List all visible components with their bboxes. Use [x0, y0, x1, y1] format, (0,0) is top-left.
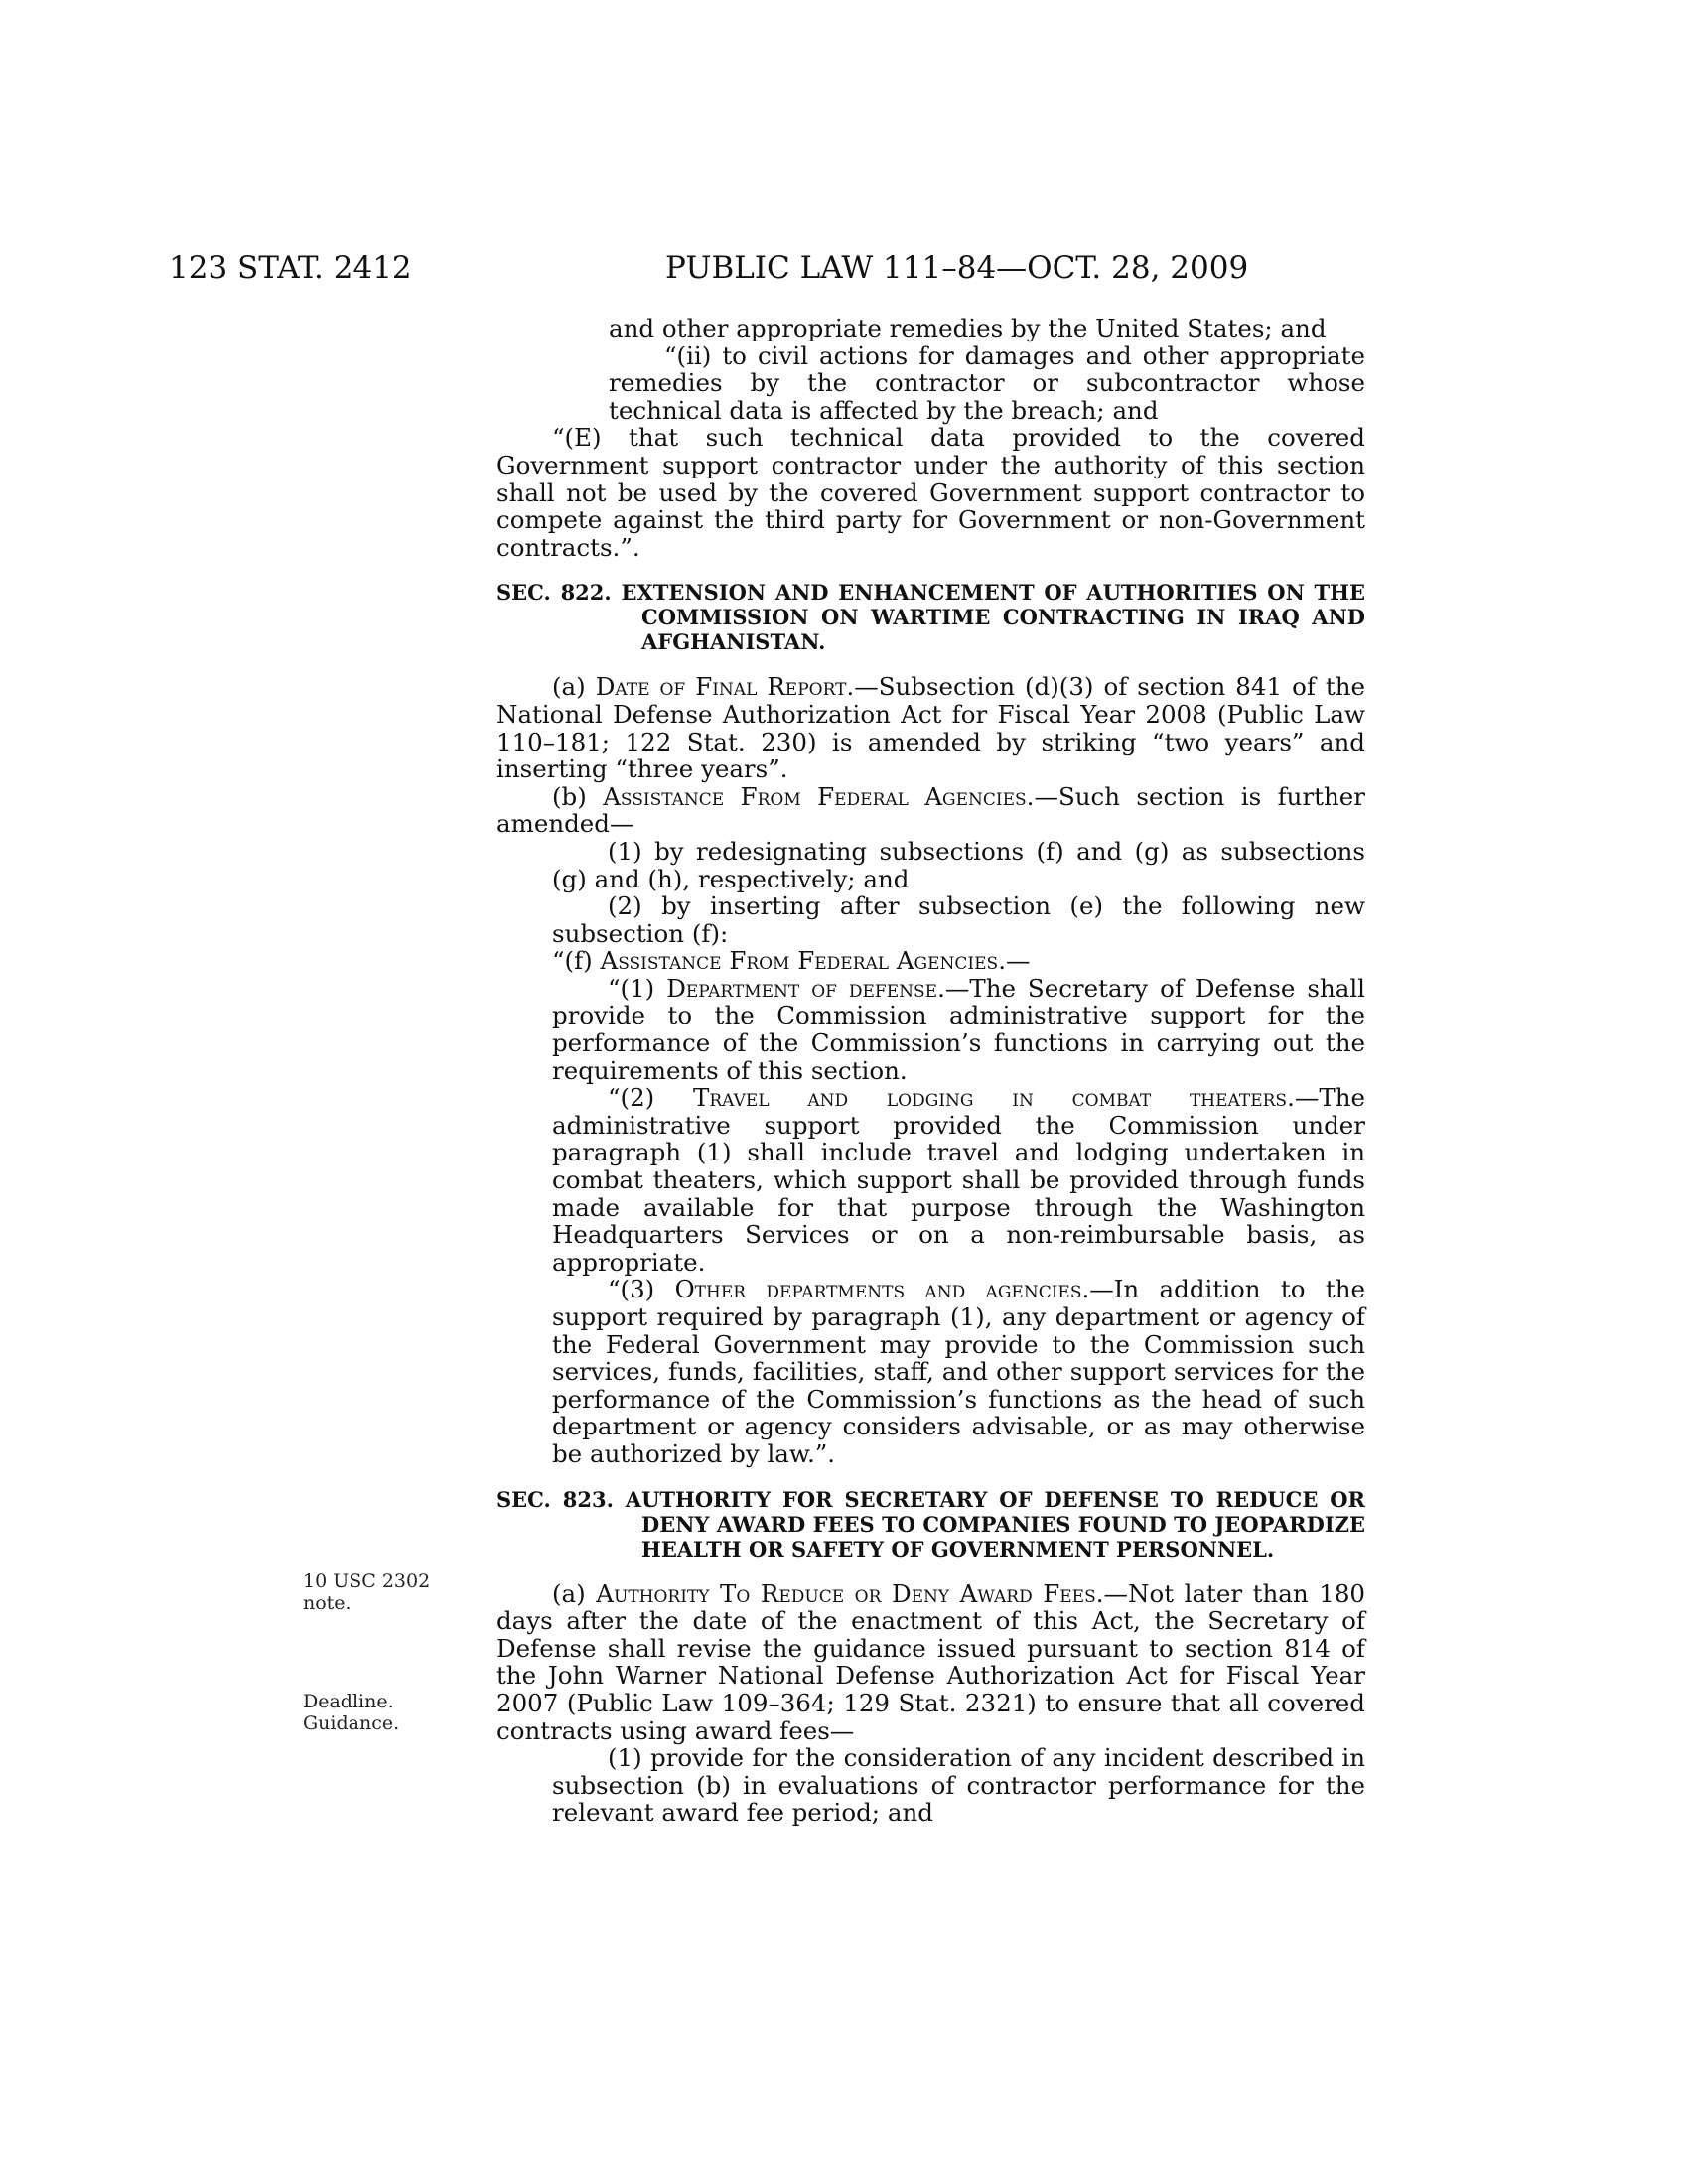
margin-note-line: note. [303, 1592, 352, 1614]
paragraph-b-1: (1) by redesignating subsections (f) and (g) as subsections (g) and (h), respectively; and [552, 836, 1365, 893]
subsection-text: .— [998, 946, 1031, 976]
inserted-paragraph-f-1 [496, 975, 1365, 1084]
paragraph-title: Department of defense [666, 973, 938, 1003]
main-text-column [496, 315, 1365, 1827]
paragraph-text: .—The administrative support provided the Commission under paragraph (1) shall include travel and lodging undertaken in combat theaters, which support shall be provided through funds made available for that purpose through the Washington Headquarters Services or on a non-reimbursable basis, as appropriate. [552, 1083, 1365, 1277]
subsection-text: .—Such section is further amended— [496, 781, 1365, 839]
paragraph-label: “(3) [608, 1275, 675, 1304]
paragraph-823-a-1: (1) provide for the consideration of any incident described in subsection (b) in evaluations of contractor performance for the relevant award fee period; and [552, 1743, 1365, 1828]
subsection-title: Assistance From Federal Agencies [603, 781, 1027, 811]
paragraph-text: .—The Secretary of Defense shall provide to the Commission administrative support for the performance of the Commission’s functions in carrying out the requirements of this section. [552, 973, 1365, 1085]
running-header [169, 246, 1390, 290]
section-823-heading: SEC. 823. AUTHORITY FOR SECRETARY OF DEFENSE TO REDUCE OR DENY AWARD FEES TO COMPANIES FOUND TO JEOPARDIZE HEALTH OR SAFETY OF GOVERNMENT PERSONNEL. [496, 1486, 1365, 1562]
subsection-label: (a) [552, 1578, 597, 1608]
subsection-title: Date of Final Report [595, 672, 847, 702]
paragraph-label: “(2) [608, 1083, 694, 1113]
subparagraph-e: “(E) that such technical data provided to the covered Government support contractor under the authority of this section shall not be used by the covered Government support contractor to compete against the third party for Government or non-Government contracts.”. [496, 423, 1365, 562]
subsection-title: Authority To Reduce or Deny Award Fees [596, 1578, 1096, 1608]
subsection-title: Assistance From Federal Agencies [600, 946, 999, 976]
statute-page-number: 123 STAT. 2412 [169, 250, 412, 286]
subsection-822-b [496, 783, 1365, 838]
section-822-heading: SEC. 822. EXTENSION AND ENHANCEMENT OF AUTHORITIES ON THE COMMISSION ON WARTIME CONTRACTING IN IRAQ AND AFGHANISTAN. [496, 580, 1365, 655]
inserted-paragraph-f-2 [496, 1084, 1365, 1276]
paragraph-title: Travel and lodging in combat theaters [693, 1083, 1288, 1113]
subsection-label: (a) [552, 672, 596, 702]
inserted-paragraph-f-3 [496, 1276, 1365, 1467]
public-law-citation: PUBLIC LAW 111–84—OCT. 28, 2009 [665, 250, 1249, 286]
paragraph-title: Other departments and agencies [674, 1275, 1082, 1304]
clause-ii: “(ii) to civil actions for damages and other appropriate remedies by the contractor or subcontractor whose technical data is affected by the breach; and [609, 341, 1365, 425]
paragraph-label: “(1) [608, 973, 667, 1003]
subsection-text: .—Subsection (d)(3) of section 841 of the National Defense Authorization Act for Fiscal Year 2008 (Public Law 110–181; 122 Stat. 230) is amended by striking “two years” and inserting “three years”. [496, 672, 1366, 784]
subsection-822-a [496, 673, 1365, 782]
margin-note-line: 10 USC 2302 [303, 1570, 431, 1592]
margin-note-line: Deadline. [303, 1691, 394, 1712]
subsection-label: (b) [552, 781, 604, 811]
subsection-823-a [496, 1580, 1365, 1745]
margin-note-deadline [303, 1691, 399, 1734]
paragraph-continuation: and other appropriate remedies by the United States; and [609, 314, 1327, 342]
margin-note-codification [303, 1570, 430, 1614]
margin-note-line: Guidance. [303, 1712, 400, 1734]
subsection-label: “(f) [552, 946, 601, 976]
subsection-text: .—Not later than 180 days after the date of the enactment of this Act, the Secretary of Defense shall revise the guidance issued pursuant to section 814 of the John Warner National Defense Authorization Act for Fiscal Year 2007 (Public Law 109–364; 129 Stat. 2321) to ensure that all covered contracts using award fees— [496, 1578, 1366, 1745]
inserted-subsection-f [496, 947, 1365, 975]
paragraph-text: .—In addition to the support required by paragraph (1), any department or agency of the Federal Government may provide to the Commission such services, funds, facilities, staff, and other support services for the performance of the Commission’s functions as the head of such department or agency considers advisable, or as may otherwise be authorized by law.”. [552, 1275, 1365, 1468]
paragraph-b-2: (2) by inserting after subsection (e) the following new subsection (f): [552, 891, 1365, 948]
